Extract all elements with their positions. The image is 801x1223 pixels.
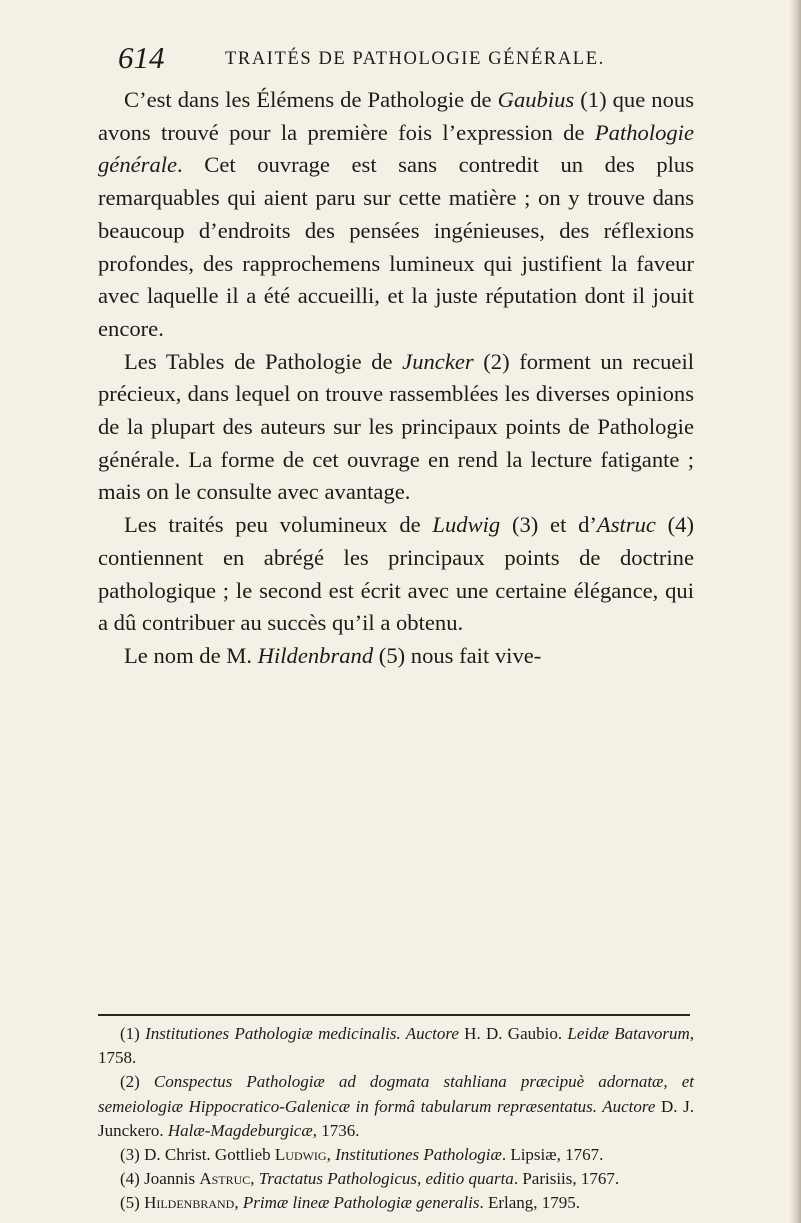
footnote-5: (5) Hildenbrand, Primæ lineæ Pathologiæ generalis. Erlang, 1795. [120,1193,581,1213]
footnote-separator [98,1014,690,1016]
footnote-1: (1) Institutiones Pathologiæ medicinalis. Auctore H. D. Gaubio. Leidæ Batavorum, 1758. [98,1024,695,1068]
page-header [118,40,678,80]
paragraph-juncker: Les Tables de Pathologie de Juncker (2) forment un recueil précieux, dans lequel on trouve rassemblées les diverses opinions de la plupart des auteurs sur les principaux points de Pathologie générale. La forme de cet ouvrage en rend la lecture fatigante ; mais on le consulte avec avantage. [98,348,694,505]
paragraph-hildenbrand: Le nom de M. Hildenbrand (5) nous fait vive- [124,642,542,668]
paragraph-ludwig-astruc: Les traités peu volumineux de Ludwig (3) et d’Astruc (4) contiennent en abrégé les principaux points de doctrine pathologique ; le second est écrit avec une certaine élégance, qui a dû contribuer au succès qu’il a obtenu. [98,512,694,636]
footnote-4: (4) Joannis Astruc, Tractatus Pathologicus, editio quarta. Parisiis, 1767. [120,1169,620,1189]
footnote-2: (2) Conspectus Pathologiæ ad dogmata stahliana præcipuè adornatæ, et semeiologiæ Hippocratico-Galenicæ in formâ tabularum repræsentatus. Auctore D. J. Junckero. Halæ-Magdeburgicæ, 1736. [98,1072,694,1140]
footnote-3: (3) D. Christ. Gottlieb Ludwig, Institutiones Pathologiæ. Lipsiæ, 1767. [120,1145,604,1165]
page-number: 614 [118,40,165,75]
main-text [98,84,694,673]
paragraph-gaubius: C’est dans les Élémens de Pathologie de Gaubius (1) que nous avons trouvé pour la première fois l’expression de Pathologie générale. Cet ouvrage est sans contredit un des plus remarquables qui aient paru sur cette matière ; on y trouve dans beaucoup d’endroits des pensées ingénieuses, des réflexions profondes, des rapprochemens lumineux qui justifient la faveur avec laquelle il a été accueilli, et la juste réputation dont il jouit encore. [98,87,694,341]
page-edge [789,0,801,1223]
footnotes [98,1022,694,1216]
running-title: TRAITÉS DE PATHOLOGIE GÉNÉRALE. [225,49,605,69]
